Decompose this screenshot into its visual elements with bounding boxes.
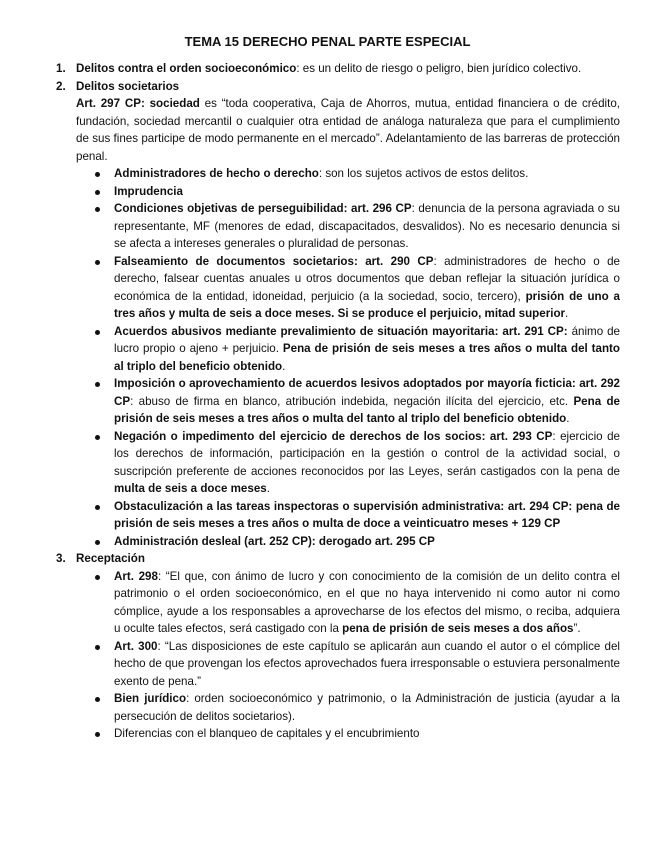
item-bold: Imposición o aprovechamiento de acuerdos lesivos adoptados por mayoría ficticia: art. 292 CP <box>114 377 620 408</box>
section-heading: Delitos contra el orden socioeconómico <box>76 62 297 75</box>
item-text: : ejercicio de los derechos de información, participación en la gestión o control de la actividad social, o suscripción preferente de acciones reconocidos por las Leyes, serán castigados con la pena de <box>114 429 620 478</box>
item-bold: Art. 298 <box>114 569 158 583</box>
list-item <box>114 375 620 428</box>
section-1 <box>56 60 620 78</box>
list-item <box>114 323 620 376</box>
item-bold: Bien jurídico <box>114 692 187 705</box>
item-bold: Pena de prisión de seis meses a tres años o multa del tanto al triplo del beneficio obtenido <box>114 394 620 425</box>
list-item <box>114 253 620 323</box>
item-text: . <box>282 359 286 373</box>
article-label: Art. 297 CP: sociedad <box>76 97 200 110</box>
item-bold: Acuerdos abusivos mediante prevalimiento de situación mayoritaria: art. 291 CP: <box>114 324 568 338</box>
bullet-list <box>114 568 620 743</box>
item-bold: Administración desleal (art. 252 CP): derogado art. 295 CP <box>114 534 435 548</box>
item-bold: prisión de uno a tres años y multa de seis a doce meses. Si se produce el perjuicio, mitad superior <box>114 289 620 320</box>
item-text: : son los sujetos activos de estos delitos. <box>318 167 529 180</box>
item-bold: Condiciones objetivas de perseguibilidad: art. 296 CP <box>114 202 412 215</box>
list-item <box>114 183 620 201</box>
list-item <box>114 568 620 638</box>
item-bold: Negación o impedimento del ejercicio de derechos de los socios: art. 293 CP <box>114 429 553 443</box>
list-item <box>114 690 620 725</box>
item-text: . <box>266 482 270 495</box>
item-text: : administradores de hecho o de derecho, falsear cuentas anuales u otros documentos que deban reflejar la situación jurídica o económica de la entidad, idoneidad, perjuicio (a la sociedad, socio, tercero), <box>114 254 621 303</box>
section-number: 3. <box>56 552 66 565</box>
item-text: : abuso de firma en blanco, atribución indebida, negación ilícita del ejercicio, etc. <box>130 394 574 408</box>
item-text: ánimo de lucro propio o ajeno + perjuicio. <box>114 324 620 355</box>
document-body <box>56 60 621 743</box>
bullet-list <box>114 165 620 550</box>
item-text: : “El que, con ánimo de lucro y con conocimiento de la comisión de un delito contra el patrimonio o el orden socioeconómico, en el que no haya intervenido ni como autor ni como cómplice, ayude a los responsables a aprovecharse de los efectos del mismo, o reciba, adquiera u oculte tales efectos, será castigado con la <box>114 569 621 635</box>
article-text: es “toda cooperativa, Caja de Ahorros, mutua, entidad financiera o de crédito, fundación, sociedad mercantil o cualquier otra entidad de análoga naturaleza que para el cumplimiento de sus fines participe de modo permanente en el mercado”. Adelantamiento de las barreras de protección penal. <box>76 97 620 163</box>
item-bold: Falseamiento de documentos societarios: art. 290 CP <box>114 254 434 268</box>
item-text: ”. <box>573 622 581 635</box>
item-text: : “Las disposiciones de este capítulo se aplicarán aun cuando el autor o el cómplice del hecho de que provengan los efectos aprovechados fuera irresponsable o estuviera personalmente exento de pena.” <box>114 639 621 688</box>
page-title: TEMA 15 DERECHO PENAL PARTE ESPECIAL <box>184 34 471 49</box>
list-item <box>114 725 620 743</box>
item-bold: Pena de prisión de seis meses a tres años o multa del tanto al triplo del beneficio obtenido <box>114 342 621 373</box>
item-bold: pena de prisión de seis meses a dos años <box>342 622 574 635</box>
section-number: 1. <box>56 62 66 75</box>
item-bold: Imprudencia <box>114 184 183 198</box>
section-heading: Delitos societarios <box>76 79 180 93</box>
item-bold: Administradores de hecho o derecho <box>114 167 319 180</box>
item-text: : denuncia de la persona agraviada o su representante, MF (menores de edad, discapacitados, desvalidos). No es necesario denuncia si se afecta a intereses generales o pluralidad de personas. <box>114 202 620 250</box>
article-paragraph <box>76 95 620 165</box>
item-text: Diferencias con el blanqueo de capitales y el encubrimiento <box>114 727 420 740</box>
item-text: . <box>565 307 569 320</box>
section-number: 2. <box>56 79 66 93</box>
item-bold: Obstaculización a las tareas inspectoras o supervisión administrativa: art. 294 CP: pena de prisión de seis meses a tres años o multa de doce a veinticuatro meses + 129 CP <box>114 499 620 530</box>
list-item <box>114 200 620 253</box>
item-bold: multa de seis a doce meses <box>114 482 267 495</box>
list-item <box>114 498 620 533</box>
section-heading: Receptación <box>76 552 145 565</box>
item-text: : orden socioeconómico y patrimonio, o la Administración de justicia (ayudar a la persecución de delitos societarios). <box>114 692 620 723</box>
section-2 <box>56 78 621 551</box>
section-text: : es un delito de riesgo o peligro, bien jurídico colectivo. <box>296 62 582 75</box>
item-bold: Art. 300 <box>114 639 158 653</box>
list-item <box>114 428 620 498</box>
section-3 <box>56 550 621 743</box>
list-item <box>114 533 620 551</box>
list-item <box>114 638 620 691</box>
item-text: . <box>566 412 570 425</box>
list-item <box>114 165 620 183</box>
